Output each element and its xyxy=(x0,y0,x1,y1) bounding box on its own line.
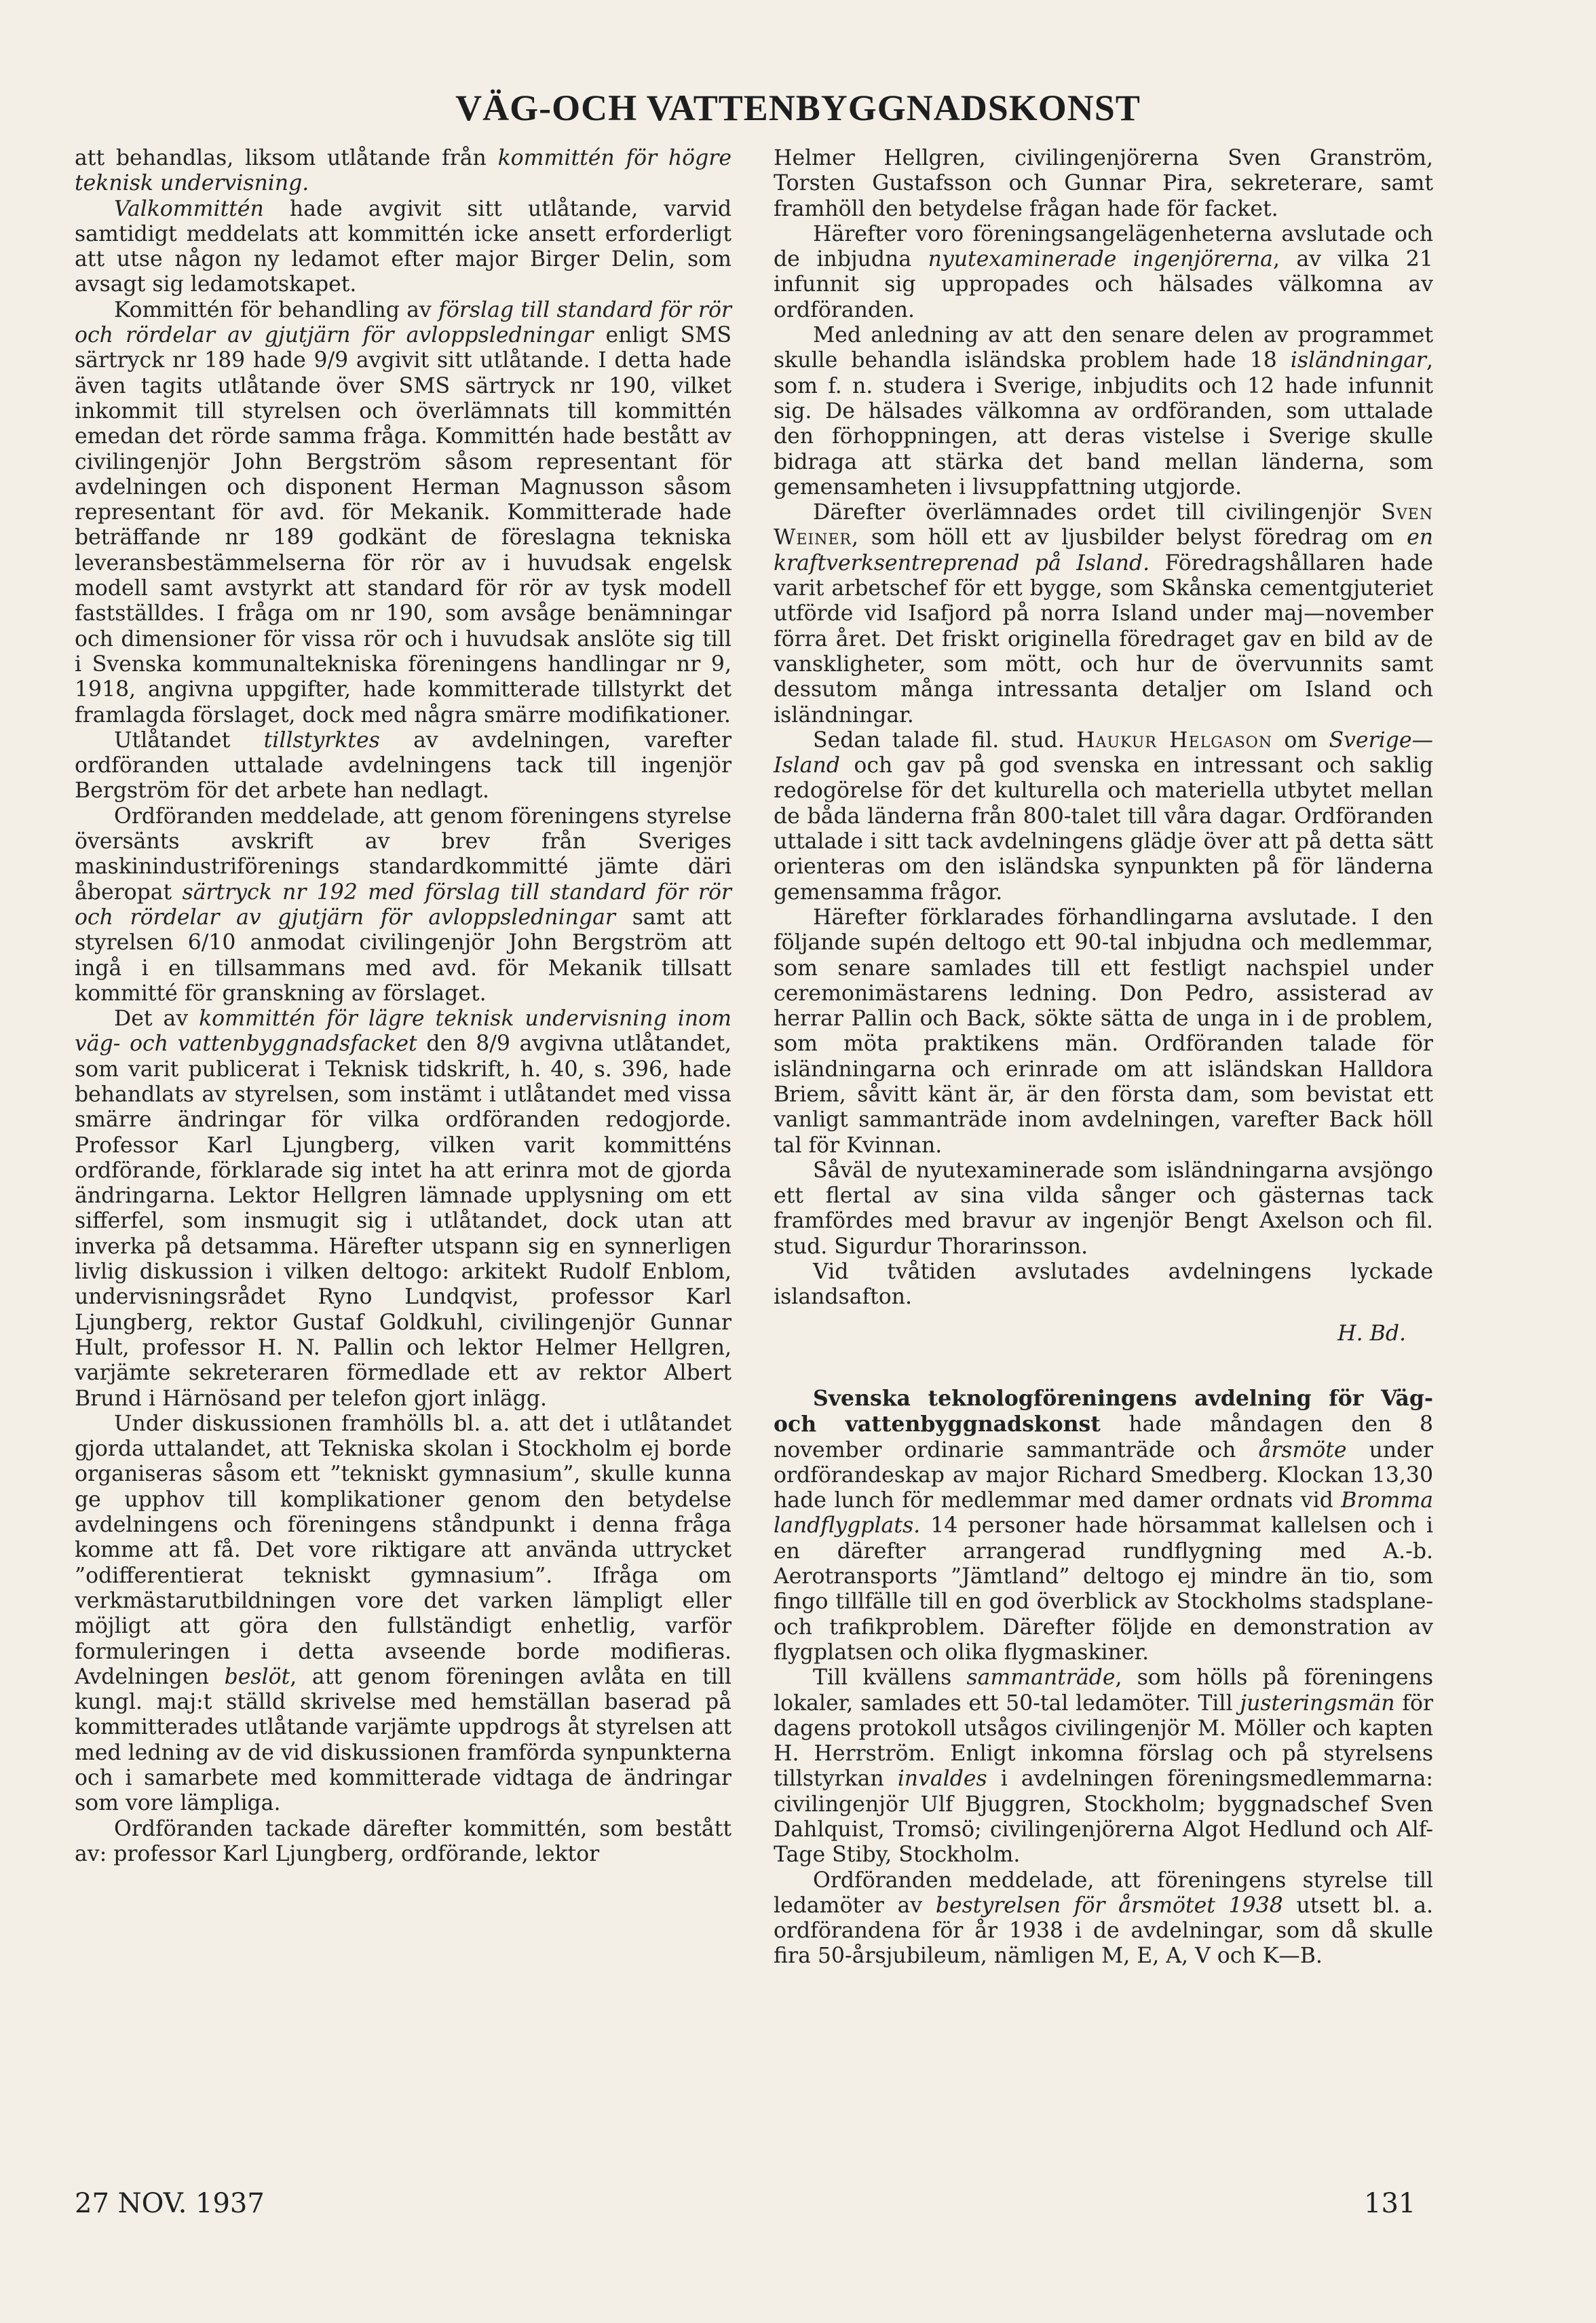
footer-date: 27 NOV. 1937 xyxy=(75,2188,265,2219)
left-text-column xyxy=(75,146,732,1867)
right-column-paragraph: Därefter överlämnades ordet till civilingenjör Sven Weiner, som höll ett av ljusbilder belyst föredrag om en kraftverksentreprenad på Island. Föredragshållaren hade varit arbetschef för ett bygge, som Skånska cementgjuteriet utförde vid Isafjord på norra Island under maj—november förra året. Det friskt originella föredraget gav en bild av de vanskligheter, som mött, och hur de övervunnits samt dessutom många intressanta detaljer om Island och isländningar. xyxy=(774,500,1433,728)
right-column-paragraph: Ordföranden meddelade, att föreningens styrelse till ledamöter av bestyrelsen för årsmötet 1938 utsett bl. a. ordförandena för år 1938 i de avdelningar, som då skulle fira 50-årsjubileum, nämligen M, E, A, V och K—B. xyxy=(774,1868,1433,1969)
right-column-paragraph: Helmer Hellgren, civilingenjörerna Sven Granström, Torsten Gustafsson och Gunnar Pira, sekreterare, samt framhöll den betydelse frågan hade för facket. xyxy=(774,146,1433,221)
right-column-paragraph: Svenska teknologföreningens avdelning för Väg- och vattenbyggnadskonst hade måndagen den 8 november ordinarie sammanträde och årsmöte under ordförandeskap av major Richard Smedberg. Klockan 13,30 hade lunch för medlemmar med damer ordnats vid Bromma landflygplats. 14 personer hade hörsammat kallelsen och i en därefter arrangerad rundflygning med A.-b. Aerotransports ”Jämtland” deltogo ej mindre än tio, som fingo tillfälle till en god överblick av Stockholms stadsplane- och trafikproblem. Därefter följde en demonstration av flygplatsen och olika flygmaskiner. xyxy=(774,1385,1434,1665)
right-text-column xyxy=(774,146,1433,1969)
right-column-paragraph: Såväl de nyutexaminerade som isländningarna avsjöngo ett flertal av sina vilda sånger och gästernas tack framfördes med bravur av ingenjör Bengt Axelson och fil. stud. Sigurdur Thorarinsson. xyxy=(774,1158,1433,1259)
left-column-paragraph: Ordföranden tackade därefter kommittén, som bestått av: professor Karl Ljungberg, ordförande, lektor xyxy=(75,1816,732,1866)
right-column-paragraph: Till kvällens sammanträde, som hölls på föreningens lokaler, samlades ett 50-tal ledamöter. Till justeringsmän för dagens protokoll utsågos civilingenjör M. Möller och kapten H. Herrström. Enligt inkomna förslag och på styrelsens tillstyrkan invaldes i avdelningen föreningsmedlemmarna: civilingenjör Ulf Bjuggren, Stockholm; byggnadschef Sven Dahlquist, Tromsö; civilingenjörerna Algot Hedlund och Alf-Tage Stiby, Stockholm. xyxy=(774,1665,1433,1868)
left-column-paragraph: att behandlas, liksom utlåtande från kommittén för högre teknisk undervisning. xyxy=(75,146,732,196)
right-column-paragraph: Sedan talade fil. stud. Haukur Helgason om Sverige—Island och gav på god svenska en intressant och saklig redogörelse för det kulturella och materiella utbytet mellan de båda länderna från 800-talet till våra dagar. Ordföranden uttalade i sitt tack avdelningens glädje över att på detta sätt orienteras om den isländska synpunkten på för länderna gemensamma frågor. xyxy=(774,728,1433,905)
right-column-paragraph: Vid tvåtiden avslutades avdelningens lyckade islandsafton. xyxy=(774,1260,1433,1310)
page-header-title: VÄG-OCH VATTENBYGGNADSKONST xyxy=(455,88,1141,128)
left-column-paragraph: Utlåtandet tillstyrktes av avdelningen, varefter ordföranden uttalade avdelningens tack till ingenjör Bergström för det arbete han nedlagt. xyxy=(75,728,732,804)
right-column-paragraph: Härefter voro föreningsangelägenheterna avslutade och de inbjudna nyutexaminerade ingenjörerna, av vilka 21 infunnit sig uppropades och hälsades välkomna av ordföranden. xyxy=(774,221,1433,322)
footer-page-number: 131 xyxy=(1364,2188,1416,2219)
left-column-paragraph: Valkommittén hade avgivit sitt utlåtande, varvid samtidigt meddelats att kommittén icke ansett erforderligt att utse någon ny ledamot efter major Birger Delin, som avsagt sig ledamotskapet. xyxy=(75,196,732,297)
right-column-paragraph: H. Bd. xyxy=(1337,1321,1406,1346)
left-column-paragraph: Ordföranden meddelade, att genom föreningens styrelse översänts avskrift av brev från Sveriges maskinindustriförenings standardkommitté jämte däri åberopat särtryck nr 192 med förslag till standard för rör och rördelar av gjutjärn för avloppsledningar samt att styrelsen 6/10 anmodat civilingenjör John Bergström att ingå i en tillsammans med avd. för Mekanik tillsatt kommitté för granskning av förslaget. xyxy=(75,804,732,1006)
right-column-paragraph: Härefter förklarades förhandlingarna avslutade. I den följande supén deltogo ett 90-tal inbjudna och medlemmar, som senare samlades till ett festligt nachspiel under ceremonimästarens ledning. Don Pedro, assisterad av herrar Pallin och Back, sökte sätta de unga in i de problem, som möta praktikens män. Ordföranden talade för isländningarna och erinrade om att isländskan Halldora Briem, såvitt känt är, är den första dam, som bevistat ett vanligt sammanträde inom avdelningen, varefter Back höll tal för Kvinnan. xyxy=(774,905,1433,1158)
right-column-paragraph: Med anledning av att den senare delen av programmet skulle behandla isländska problem hade 18 isländningar, som f. n. studera i Sverige, inbjudits och 12 hade infunnit sig. De hälsades välkomna av ordföranden, som uttalade den förhoppningen, att deras vistelse i Sverige skulle bidraga att stärka det band mellan länderna, som gemensamheten i livsuppfattning utgjorde. xyxy=(774,323,1433,499)
left-column-paragraph: Det av kommittén för lägre teknisk undervisning inom väg- och vattenbyggnadsfacket den 8/9 avgivna utlåtandet, som varit publicerat i Teknisk tidskrift, h. 40, s. 396, hade behandlats av styrelsen, som instämt i utlåtandet med vissa smärre ändringar för vilka ordföranden redogjorde. Professor Karl Ljungberg, vilken varit kommitténs ordförande, förklarade sig intet ha att erinra mot de gjorda ändringarna. Lektor Hellgren lämnade upplysning om ett sifferfel, som insmugit sig i utlåtandet, dock utan att inverka på detsamma. Härefter utspann sig en synnerligen livlig diskussion i vilken deltogo: arkitekt Rudolf Enblom, undervisningsrådet Ryno Lundqvist, professor Karl Ljungberg, rektor Gustaf Goldkuhl, civilingenjör Gunnar Hult, professor H. N. Pallin och lektor Helmer Hellgren, varjämte sekreteraren förmedlade ett av rektor Albert Brund i Härnösand per telefon gjort inlägg. xyxy=(75,1006,732,1411)
left-column-paragraph: Under diskussionen framhölls bl. a. att det i utlåtandet gjorda uttalandet, att Tekniska skolan i Stockholm ej borde organiseras såsom ett ”tekniskt gymnasium”, skulle kunna ge upphov till komplikationer genom den betydelse avdelningens och föreningens ståndpunkt i denna fråga komme att få. Det vore riktigare att använda uttrycket ”odifferentierat tekniskt gymnasium”. Ifråga om verkmästarutbildningen vore det varken lämpligt eller möjligt att göra den fullständigt enhetlig, varför formuleringen i detta avseende borde modifieras. Avdelningen beslöt, att genom föreningen avlåta en till kungl. maj:t ställd skrivelse med hemställan baserad på kommitterades utlåtande varjämte uppdrogs åt styrelsen att med ledning av de vid diskussionen framförda synpunkterna och i samarbete med kommitterade vidtaga de ändringar som vore lämpliga. xyxy=(75,1411,732,1816)
left-column-paragraph: Kommittén för behandling av förslag till standard för rör och rördelar av gjutjärn för avloppsledningar enligt SMS särtryck nr 189 hade 9/9 avgivit sitt utlåtande. I detta hade även tagits utlåtande över SMS särtryck nr 190, vilket inkommit till styrelsen och överlämnats till kommittén emedan det rörde samma fråga. Kommittén hade bestått av civilingenjör John Bergström såsom representant för avdelningen och disponent Herman Magnusson såsom representant för avd. för Mekanik. Kommitterade hade beträffande nr 189 godkänt de föreslagna tekniska leveransbestämmelserna för rör av i huvudsak engelsk modell samt avstyrkt att standard för rör av tysk modell fastställdes. I fråga om nr 190, som avsåge benämningar och dimensioner för vissa rör och i huvudsak anslöte sig till i Svenska kommunaltekniska föreningens handlingar nr 9, 1918, angivna uppgifter, hade kommitterade tillstyrkt det framlagda förslaget, dock med några smärre modifikationer. xyxy=(75,297,732,728)
